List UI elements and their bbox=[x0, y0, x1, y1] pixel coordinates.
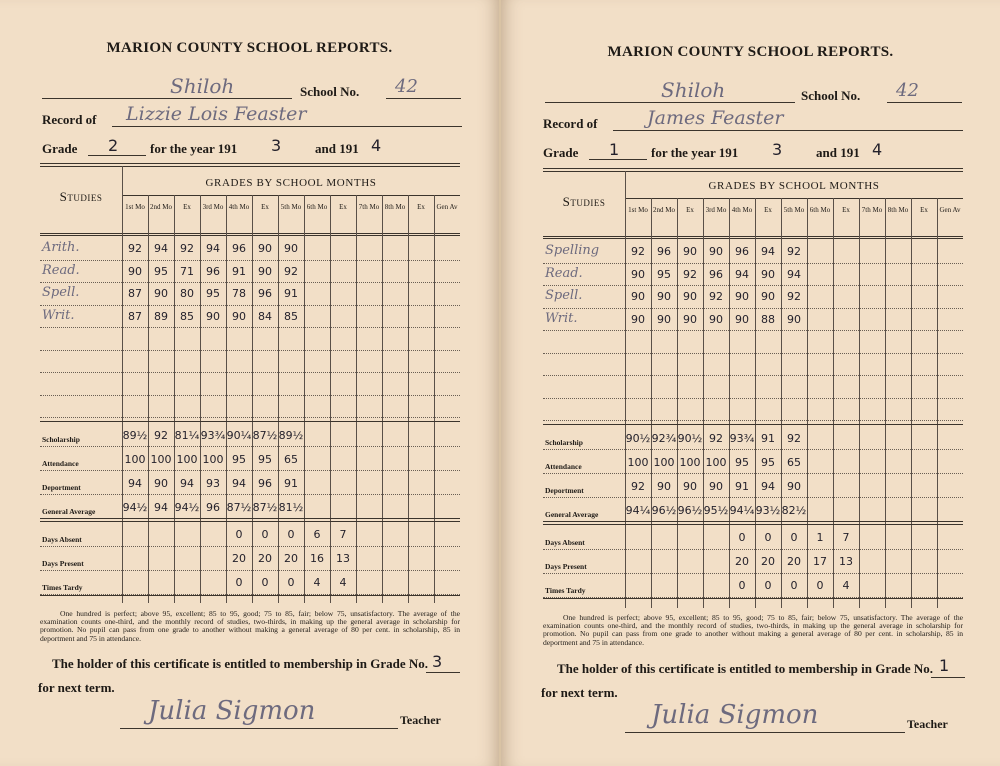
summary-cell: 91 bbox=[761, 432, 775, 445]
grade-cell: 91 bbox=[284, 287, 298, 300]
month-header: 1st Mo bbox=[125, 203, 145, 211]
summary-cell: 92¾ bbox=[651, 432, 677, 445]
school-name: Shiloh bbox=[170, 74, 235, 98]
attendance-cell: 0 bbox=[790, 579, 798, 592]
attendance-cell: 0 bbox=[235, 528, 243, 541]
summary-cell: 100 bbox=[679, 456, 701, 469]
grade-cell: 90 bbox=[128, 264, 142, 278]
grade-cell: 90 bbox=[631, 290, 645, 303]
summary-cell: 90 bbox=[657, 480, 671, 493]
month-header: 3rd Mo bbox=[202, 203, 224, 211]
subject-name: Writ. bbox=[42, 307, 75, 323]
school-name: Shiloh bbox=[661, 78, 726, 102]
report-page-left bbox=[0, 0, 499, 766]
grade-cell: 85 bbox=[180, 309, 194, 323]
grades-header: GRADES BY SCHOOL MONTHS bbox=[205, 177, 377, 189]
attendance-cell: 7 bbox=[339, 528, 347, 541]
grades-header: GRADES BY SCHOOL MONTHS bbox=[708, 180, 880, 192]
grade-cell: 91 bbox=[232, 264, 246, 278]
grade-cell: 94 bbox=[154, 242, 168, 255]
summary-cell: 94½ bbox=[174, 501, 200, 514]
summary-cell: 100 bbox=[653, 456, 675, 469]
school-no: 42 bbox=[395, 76, 418, 97]
attendance-row-label: Days Absent bbox=[42, 535, 82, 544]
grade-cell: 90 bbox=[761, 267, 775, 281]
summary-cell: 87½ bbox=[252, 429, 278, 442]
year-label: for the year 191 bbox=[150, 141, 238, 156]
month-header: 7th Mo bbox=[861, 206, 883, 214]
summary-cell: 90 bbox=[787, 480, 801, 493]
summary-cell: 95½ bbox=[703, 504, 729, 517]
year-end: 4 bbox=[872, 140, 883, 159]
attendance-cell: 0 bbox=[261, 576, 269, 589]
grade-cell: 95 bbox=[657, 267, 671, 281]
month-header: 4th Mo bbox=[731, 206, 753, 214]
summary-cell: 95 bbox=[761, 456, 775, 469]
summary-row-label: Deportment bbox=[545, 486, 584, 495]
month-header: 8th Mo bbox=[384, 203, 406, 211]
attendance-cell: 4 bbox=[339, 576, 347, 589]
month-header: 5th Mo bbox=[280, 203, 302, 211]
grade-cell: 90 bbox=[258, 264, 272, 278]
report-page-right bbox=[501, 0, 1000, 766]
summary-cell: 94 bbox=[232, 477, 246, 490]
page-title: MARION COUNTY SCHOOL REPORTS. bbox=[607, 44, 894, 60]
grade-cell: 92 bbox=[709, 290, 723, 303]
summary-cell: 89½ bbox=[122, 429, 148, 442]
subject-name: Spell. bbox=[545, 288, 583, 303]
grade-cell: 96 bbox=[735, 245, 749, 258]
month-header: Gen Av bbox=[939, 206, 961, 214]
grades-table bbox=[40, 163, 460, 603]
month-header: Ex bbox=[183, 203, 191, 211]
grade-cell: 96 bbox=[657, 245, 671, 258]
summary-cell: 95 bbox=[232, 453, 246, 466]
grade-cell: 90 bbox=[657, 312, 671, 326]
month-header: Ex bbox=[686, 206, 694, 214]
summary-cell: 90½ bbox=[625, 432, 651, 445]
school-no: 42 bbox=[896, 80, 919, 101]
month-header: Ex bbox=[417, 203, 425, 211]
month-header: 2nd Mo bbox=[150, 203, 172, 211]
attendance-cell: 20 bbox=[258, 552, 272, 565]
grade-cell: 92 bbox=[683, 267, 697, 281]
attendance-cell: 0 bbox=[235, 576, 243, 589]
certificate-grade: 3 bbox=[432, 652, 443, 671]
month-header: Ex bbox=[339, 203, 347, 211]
attendance-row-label: Times Tardy bbox=[42, 583, 83, 592]
summary-cell: 91 bbox=[735, 480, 749, 493]
grade-cell: 95 bbox=[206, 287, 220, 300]
month-header: Ex bbox=[261, 203, 269, 211]
grade-cell: 90 bbox=[258, 242, 272, 255]
grade-cell: 94 bbox=[206, 242, 220, 255]
attendance-cell: 20 bbox=[735, 555, 749, 568]
grade-cell: 80 bbox=[180, 287, 194, 300]
summary-cell: 96½ bbox=[651, 504, 677, 517]
year-end: 4 bbox=[371, 136, 382, 155]
next-term-label: for next term. bbox=[38, 680, 115, 695]
grade-cell: 90 bbox=[709, 245, 723, 258]
summary-cell: 92 bbox=[631, 480, 645, 493]
summary-cell: 90 bbox=[683, 480, 697, 493]
grading-note: One hundred is perfect; above 95, excellent; 85 to 95, good; 75 to 85, fair; below 75, unsatisfactory. The average of the examination counts one-third, and the monthly record of studies, two-thirds, in making up the general average in scholarship for promotion. No pupil can pass from one grade to another without making a general average of 80 per cent. in scholarship, 85 in deportment and 75 in attendance. bbox=[543, 613, 963, 647]
attendance-row-label: Days Absent bbox=[545, 538, 585, 547]
grade-cell: 90 bbox=[683, 290, 697, 303]
summary-cell: 65 bbox=[284, 453, 298, 466]
summary-cell: 93¾ bbox=[729, 432, 755, 445]
grade-cell: 96 bbox=[232, 242, 246, 255]
grade-label: Grade bbox=[42, 141, 78, 156]
summary-cell: 93 bbox=[206, 477, 220, 490]
month-header: 6th Mo bbox=[306, 203, 328, 211]
grade-cell: 90 bbox=[657, 290, 671, 303]
summary-cell: 94½ bbox=[122, 501, 148, 514]
summary-cell: 91 bbox=[284, 477, 298, 490]
month-header: 5th Mo bbox=[783, 206, 805, 214]
and-label: and 191 bbox=[315, 141, 359, 156]
attendance-row-label: Days Present bbox=[545, 562, 587, 571]
record-label: Record of bbox=[42, 112, 97, 127]
grade-cell: 90 bbox=[761, 290, 775, 303]
attendance-cell: 4 bbox=[313, 576, 321, 589]
month-header: 8th Mo bbox=[887, 206, 909, 214]
school-no-label: School No. bbox=[801, 88, 861, 103]
school-no-label: School No. bbox=[300, 84, 360, 99]
summary-cell: 93½ bbox=[755, 504, 781, 517]
attendance-cell: 13 bbox=[839, 555, 853, 568]
grade-cell: 92 bbox=[787, 245, 801, 258]
summary-cell: 81½ bbox=[278, 501, 304, 514]
summary-cell: 100 bbox=[705, 456, 727, 469]
summary-row-label: General Average bbox=[42, 507, 96, 516]
year-start: 3 bbox=[271, 136, 282, 155]
summary-cell: 96 bbox=[258, 477, 272, 490]
year-start: 3 bbox=[772, 140, 783, 159]
grade-cell: 78 bbox=[232, 287, 246, 300]
next-term-label: for next term. bbox=[541, 685, 618, 700]
grade-cell: 92 bbox=[787, 290, 801, 303]
grade-cell: 94 bbox=[761, 245, 775, 258]
grade-cell: 71 bbox=[180, 264, 194, 278]
month-header: Ex bbox=[842, 206, 850, 214]
summary-row-label: Deportment bbox=[42, 483, 81, 492]
certificate-grade: 1 bbox=[939, 656, 950, 675]
subject-name: Spelling bbox=[545, 243, 600, 258]
summary-cell: 92 bbox=[154, 429, 168, 442]
summary-cell: 95 bbox=[258, 453, 272, 466]
grade-cell: 90 bbox=[709, 312, 723, 326]
summary-cell: 94 bbox=[761, 480, 775, 493]
month-header: 6th Mo bbox=[809, 206, 831, 214]
attendance-cell: 6 bbox=[313, 528, 321, 541]
summary-cell: 92 bbox=[709, 432, 723, 445]
grade-cell: 92 bbox=[180, 242, 194, 255]
grade-cell: 84 bbox=[258, 309, 272, 323]
attendance-cell: 0 bbox=[764, 579, 772, 592]
attendance-cell: 0 bbox=[816, 579, 824, 592]
attendance-cell: 4 bbox=[842, 579, 850, 592]
certificate-text: The holder of this certificate is entitled to membership in Grade No. bbox=[52, 656, 428, 671]
subject-name: Spell. bbox=[42, 285, 80, 300]
grade-cell: 90 bbox=[284, 242, 298, 255]
summary-cell: 81¼ bbox=[174, 429, 200, 442]
attendance-cell: 0 bbox=[738, 531, 746, 544]
summary-row-label: Scholarship bbox=[42, 435, 80, 444]
attendance-cell: 20 bbox=[232, 552, 246, 565]
summary-row-label: General Average bbox=[545, 510, 599, 519]
grade-cell: 89 bbox=[154, 309, 168, 323]
month-header: Gen Av bbox=[436, 203, 458, 211]
teacher-label: Teacher bbox=[400, 713, 441, 727]
summary-cell: 94 bbox=[128, 477, 142, 490]
attendance-cell: 0 bbox=[261, 528, 269, 541]
subject-name: Arith. bbox=[42, 240, 80, 255]
attendance-cell: 16 bbox=[310, 552, 324, 565]
month-header: 2nd Mo bbox=[653, 206, 675, 214]
grade-cell: 90 bbox=[735, 312, 749, 326]
grade-cell: 95 bbox=[154, 264, 168, 278]
attendance-cell: 0 bbox=[738, 579, 746, 592]
attendance-row-label: Days Present bbox=[42, 559, 84, 568]
grades-table bbox=[543, 168, 963, 608]
page-title: MARION COUNTY SCHOOL REPORTS. bbox=[106, 40, 393, 56]
summary-cell: 100 bbox=[627, 456, 649, 469]
attendance-cell: 20 bbox=[284, 552, 298, 565]
grade-cell: 85 bbox=[284, 309, 298, 323]
summary-cell: 100 bbox=[124, 453, 146, 466]
subject-name: Read. bbox=[545, 265, 583, 281]
summary-cell: 96 bbox=[206, 501, 220, 514]
attendance-row-label: Times Tardy bbox=[545, 586, 586, 595]
summary-cell: 90 bbox=[709, 480, 723, 493]
month-header: 4th Mo bbox=[228, 203, 250, 211]
studies-header: Studies bbox=[59, 189, 103, 204]
grade-cell: 94 bbox=[735, 267, 749, 281]
teacher-signature: Julia Sigmon bbox=[651, 700, 819, 730]
grade-cell: 88 bbox=[761, 312, 775, 326]
month-header: 3rd Mo bbox=[705, 206, 727, 214]
teacher-signature: Julia Sigmon bbox=[148, 696, 316, 726]
summary-cell: 94 bbox=[154, 501, 168, 514]
grade-cell: 90 bbox=[683, 245, 697, 258]
summary-cell: 100 bbox=[202, 453, 224, 466]
summary-cell: 87½ bbox=[252, 501, 278, 514]
grade-cell: 90 bbox=[631, 267, 645, 281]
summary-cell: 93¾ bbox=[200, 429, 226, 442]
grade-cell: 90 bbox=[154, 287, 168, 300]
summary-cell: 82½ bbox=[781, 504, 807, 517]
student-name: Lizzie Lois Feaster bbox=[126, 103, 307, 125]
summary-cell: 94¼ bbox=[729, 504, 755, 517]
attendance-cell: 13 bbox=[336, 552, 350, 565]
grade-cell: 90 bbox=[631, 312, 645, 326]
summary-row-label: Scholarship bbox=[545, 438, 583, 447]
grade-cell: 92 bbox=[284, 264, 298, 278]
summary-cell: 94 bbox=[180, 477, 194, 490]
attendance-cell: 1 bbox=[816, 531, 824, 544]
grade-cell: 87 bbox=[128, 287, 142, 300]
teacher-label: Teacher bbox=[907, 717, 948, 731]
attendance-cell: 0 bbox=[790, 531, 798, 544]
grade-value: 2 bbox=[108, 136, 119, 155]
summary-row-label: Attendance bbox=[545, 462, 582, 471]
month-header: Ex bbox=[920, 206, 928, 214]
summary-cell: 94¼ bbox=[625, 504, 651, 517]
summary-cell: 100 bbox=[150, 453, 172, 466]
summary-cell: 96½ bbox=[677, 504, 703, 517]
grading-note: One hundred is perfect; above 95, excellent; 85 to 95, good; 75 to 85, fair; below 75, unsatisfactory. The average of the examination counts one-third, and the monthly record of studies, two-thirds, in making up the general average in scholarship for promotion. No pupil can pass from one grade to another without making a general average of 80 per cent. in scholarship, 85 in deportment and 75 in attendance. bbox=[40, 609, 460, 643]
month-header: 7th Mo bbox=[358, 203, 380, 211]
attendance-cell: 20 bbox=[761, 555, 775, 568]
grade-cell: 90 bbox=[735, 290, 749, 303]
grade-cell: 96 bbox=[709, 267, 723, 281]
grade-value: 1 bbox=[609, 140, 620, 159]
summary-cell: 90¼ bbox=[226, 429, 252, 442]
month-header: Ex bbox=[764, 206, 772, 214]
attendance-cell: 7 bbox=[842, 531, 850, 544]
attendance-cell: 0 bbox=[287, 576, 295, 589]
attendance-cell: 17 bbox=[813, 555, 827, 568]
grade-cell: 90 bbox=[683, 312, 697, 326]
grade-cell: 96 bbox=[206, 264, 220, 278]
studies-header: Studies bbox=[562, 194, 606, 209]
subject-name: Read. bbox=[42, 262, 80, 278]
grade-cell: 96 bbox=[258, 287, 272, 300]
record-label: Record of bbox=[543, 116, 598, 131]
certificate-text: The holder of this certificate is entitled to membership in Grade No. bbox=[557, 661, 933, 676]
summary-cell: 95 bbox=[735, 456, 749, 469]
grade-cell: 92 bbox=[631, 245, 645, 258]
grade-cell: 87 bbox=[128, 309, 142, 323]
year-label: for the year 191 bbox=[651, 145, 739, 160]
subject-name: Writ. bbox=[545, 310, 578, 326]
summary-cell: 87½ bbox=[226, 501, 252, 514]
summary-cell: 92 bbox=[787, 432, 801, 445]
attendance-cell: 0 bbox=[287, 528, 295, 541]
month-header: 1st Mo bbox=[628, 206, 648, 214]
and-label: and 191 bbox=[816, 145, 860, 160]
grade-label: Grade bbox=[543, 145, 579, 160]
grade-cell: 90 bbox=[232, 309, 246, 323]
attendance-cell: 0 bbox=[764, 531, 772, 544]
summary-cell: 100 bbox=[176, 453, 198, 466]
grade-cell: 94 bbox=[787, 267, 801, 281]
summary-cell: 90 bbox=[154, 477, 168, 490]
summary-cell: 90½ bbox=[677, 432, 703, 445]
grade-cell: 92 bbox=[128, 242, 142, 255]
summary-cell: 89½ bbox=[278, 429, 304, 442]
student-name: James Feaster bbox=[647, 107, 784, 129]
attendance-cell: 20 bbox=[787, 555, 801, 568]
grade-cell: 90 bbox=[206, 309, 220, 323]
grade-cell: 90 bbox=[787, 312, 801, 326]
summary-cell: 65 bbox=[787, 456, 801, 469]
summary-row-label: Attendance bbox=[42, 459, 79, 468]
